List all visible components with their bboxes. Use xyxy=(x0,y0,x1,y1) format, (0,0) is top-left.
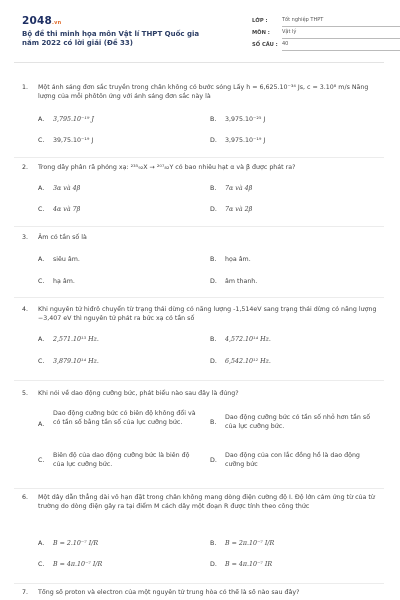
option-d[interactable]: D. Dao động của con lắc đồng hồ là dao động cưỡng bức xyxy=(210,452,360,468)
question-6: 6. Một dây dẫn thẳng dài vô hạn đặt trong chân không mang dòng điện cường độ I. Độ lớn cảm ứng từ của từ trường do dòng điện gây ra tại điểm M cách dây một đoạn R được tính theo công thức A. B = 2.10⁻⁷ I/R B. B = 2π.10⁻⁷ I/R C. B = 4π.10⁻⁷ I/R D. B = 4π.10⁻⁷ IR xyxy=(22,494,384,578)
question-7 xyxy=(22,589,384,600)
subject-row xyxy=(252,28,400,40)
class-value: Tốt nghiệp THPT xyxy=(282,17,400,27)
question-divider xyxy=(14,157,384,158)
option-b[interactable]: B. Dao động cưỡng bức có tần số nhỏ hơn tần số của lực cưỡng bức. xyxy=(210,414,371,430)
site-logo[interactable]: 2048.vn xyxy=(22,15,62,27)
subject-value: Vật lý xyxy=(282,29,400,39)
question-divider xyxy=(14,297,384,298)
exam-info xyxy=(252,16,400,52)
question-number: 6. xyxy=(22,494,29,501)
question-divider xyxy=(14,583,384,584)
question-number: 5. xyxy=(22,390,29,397)
question-text: Tổng số proton và electron của một nguyên tử trung hòa có thể là số nào sau đây? xyxy=(38,589,300,596)
question-text: Trong dãy phân rã phóng xạ: ²³⁵₉₂X → ²⁰⁷₈₂Y có bao nhiêu hạt α và β được phát ra? xyxy=(38,164,296,171)
question-2: 2. Trong dãy phân rã phóng xạ: ²³⁵₉₂X → ²⁰⁷₈₂Y có bao nhiêu hạt α và β được phát ra? A. 3α và 4β B. 7α và 4β C. 4α và 7β D. 7α và 2β xyxy=(22,164,384,220)
header-divider xyxy=(14,62,384,63)
question-divider xyxy=(14,380,384,381)
question-5 xyxy=(22,390,384,486)
class-row xyxy=(252,16,400,28)
class-label: LỚP : xyxy=(252,18,268,24)
question-1: 1. Một ánh sáng đơn sắc truyền trong chân không có bước sóng Lấy h = 6,625.10⁻³⁴ Js, c = 3.10⁸ m/s Năng lượng của mỗi phôtôn ứng với ánh sáng đơn sắc này là A. 3,795.10⁻¹⁹ J B. 3,975.10⁻²⁵ J C. 39,75.10⁻¹⁹ J D. 3,975.10⁻¹⁹ J xyxy=(22,84,384,154)
question-text: Khi nói về dao động cưỡng bức, phát biểu nào sau đây là đúng? xyxy=(38,390,239,397)
option-c[interactable]: C. Biên độ của dao động cưỡng bức là biên độ của lực cưỡng bức. xyxy=(38,452,190,468)
question-number: 7. xyxy=(22,589,29,596)
subject-label: MÔN : xyxy=(252,30,270,36)
question-text: Khi nguyên tử hiđrô chuyển từ trạng thái dừng có năng lượng -1,514eV sang trạng thái dừng có năng lượng −3,407 eV thì nguyên tử phát ra bức xạ có tần số xyxy=(38,306,377,322)
question-divider xyxy=(14,488,384,489)
question-number: 2. xyxy=(22,164,29,171)
option-a[interactable]: A. Dao động cưỡng bức có biên độ không đổi và có tần số bằng tần số của lực cưỡng bức. xyxy=(38,410,196,428)
question-count-value: 40 xyxy=(282,41,400,51)
question-text: Một ánh sáng đơn sắc truyền trong chân không có bước sóng Lấy h = 6,625.10⁻³⁴ Js, c = 3.10⁸ m/s Năng lượng của mỗi phôtôn ứng với ánh sáng đơn sắc này là xyxy=(38,84,369,100)
question-number: 1. xyxy=(22,84,29,91)
question-divider xyxy=(14,226,384,227)
exam-header xyxy=(22,14,382,58)
question-3: 3. Âm có tần số là A. siêu âm. B. họa âm. C. hạ âm. D. âm thanh. xyxy=(22,234,384,290)
exam-title: Bộ đề thi minh họa môn Vật lí THPT Quốc gia năm 2022 có lời giải (Đề 33) xyxy=(22,30,200,48)
question-text: Một dây dẫn thẳng dài vô hạn đặt trong chân không mang dòng điện cường độ I. Độ lớn cảm ứng từ của từ trường do dòng điện gây ra tại điểm M cách dây một đoạn R được tính theo công thức xyxy=(38,494,375,510)
question-count-row xyxy=(252,40,400,52)
question-count-label: SỐ CÂU : xyxy=(252,42,278,48)
question-number: 4. xyxy=(22,306,29,313)
question-4: 4. Khi nguyên tử hiđrô chuyển từ trạng thái dừng có năng lượng -1,514eV sang trạng thái dừng có năng lượng −3,407 eV thì nguyên tử phát ra bức xạ có tần số A. 2,571.10¹³ Hz. B. 4,572.10¹⁴ Hz. C. 3,879.10¹⁴ Hz. D. 6,542.10¹² Hz. xyxy=(22,306,384,374)
question-number: 3. xyxy=(22,234,29,241)
question-text: Âm có tần số là xyxy=(38,234,87,241)
